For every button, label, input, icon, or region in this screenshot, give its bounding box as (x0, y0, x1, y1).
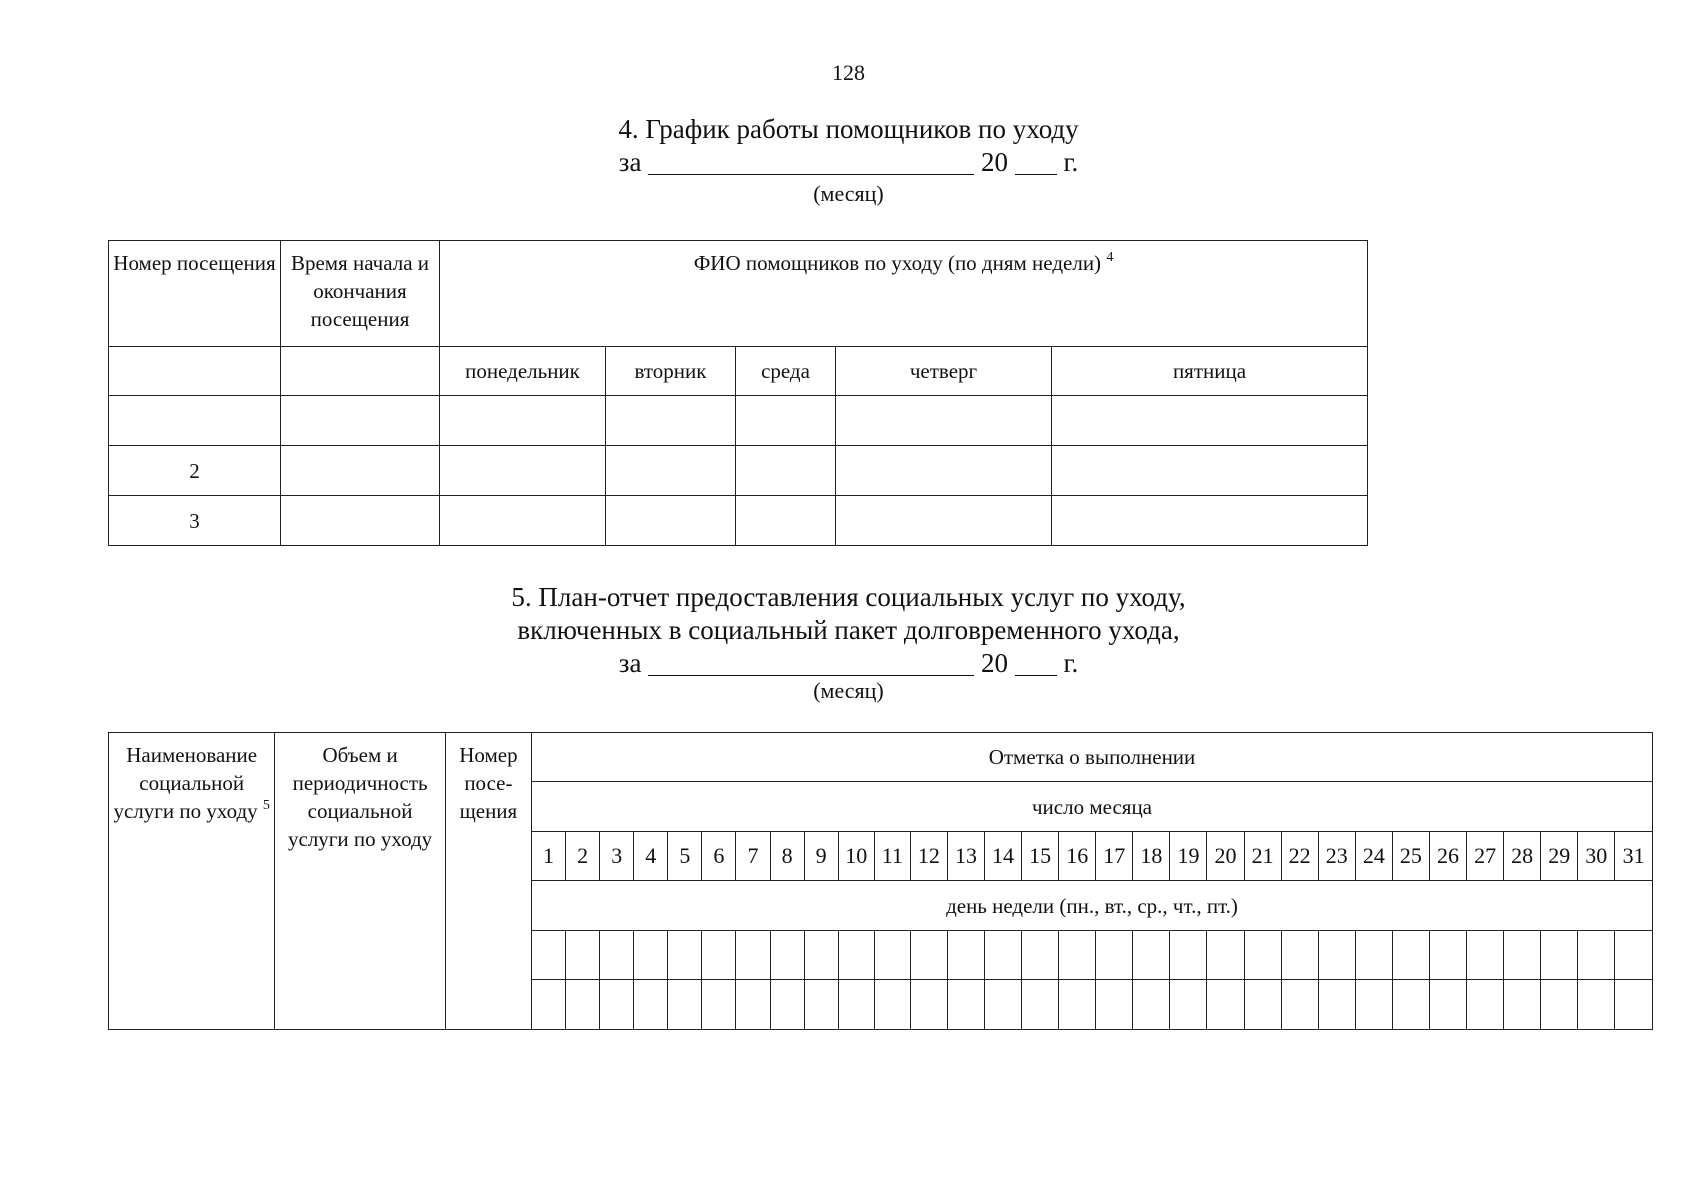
empty-cell (770, 931, 804, 980)
empty-cell (1052, 496, 1368, 546)
day-number-cell: 21 (1244, 832, 1281, 881)
day-number-cell: 5 (668, 832, 702, 881)
day-number-cell: 17 (1096, 832, 1133, 881)
empty-cell (1504, 980, 1541, 1030)
empty-cell (736, 446, 836, 496)
day-number-cell: 16 (1059, 832, 1096, 881)
day-number-cell: 15 (1022, 832, 1059, 881)
empty-cell (1281, 980, 1318, 1030)
empty-cell (1022, 931, 1059, 980)
section5-heading (0, 581, 1697, 680)
year-suffix: г. (1063, 648, 1079, 678)
section5-title-line2: включенных в социальный пакет долговременного ухода, (517, 615, 1180, 645)
empty-cell (1504, 931, 1541, 980)
empty-cell (736, 496, 836, 546)
year-prefix: 20 (980, 147, 1008, 177)
month-blank (648, 649, 974, 676)
day-number-cell: 31 (1615, 832, 1653, 881)
empty-cell (1133, 931, 1170, 980)
weekday-tuesday: вторник (606, 347, 736, 396)
service-plan-table (108, 732, 1653, 1030)
empty-cell (702, 931, 736, 980)
empty-cell (736, 931, 770, 980)
header-volume: Объем и периодичность социальной услуги по уходу (275, 733, 445, 1030)
section5-month-caption: (месяц) (813, 678, 884, 703)
empty-cell (804, 931, 838, 980)
day-number-cell: 28 (1504, 832, 1541, 881)
empty-cell (985, 931, 1022, 980)
empty-cell (1392, 931, 1429, 980)
empty-cell (804, 980, 838, 1030)
empty-cell (947, 931, 984, 980)
empty-cell (947, 980, 984, 1030)
table-row (109, 496, 1368, 546)
month-blank (648, 148, 974, 175)
empty-cell (1207, 931, 1244, 980)
empty-cell (566, 980, 600, 1030)
empty-cell (634, 980, 668, 1030)
year-suffix: г. (1063, 147, 1079, 177)
empty-cell (606, 396, 736, 446)
day-number-cell: 26 (1429, 832, 1466, 881)
empty-cell (634, 931, 668, 980)
empty-cell (281, 496, 440, 546)
weekday-wednesday: среда (736, 347, 836, 396)
empty-cell (1022, 980, 1059, 1030)
header-service-name (109, 733, 275, 1030)
footnote-ref-5: 5 (262, 798, 270, 813)
empty-cell (1052, 396, 1368, 446)
empty-cell (836, 446, 1052, 496)
day-number-cell: 3 (600, 832, 634, 881)
empty-cell (702, 980, 736, 1030)
empty-cell (281, 396, 440, 446)
day-number-cell: 14 (985, 832, 1022, 881)
empty-cell (1096, 931, 1133, 980)
header-visit-number: Номер посе- щения (445, 733, 531, 1030)
day-number-cell: 22 (1281, 832, 1318, 881)
empty-cell (1467, 980, 1504, 1030)
weekday-friday: пятница (1052, 347, 1368, 396)
empty-cell (606, 496, 736, 546)
empty-cell (1467, 931, 1504, 980)
year-blank (1015, 148, 1057, 175)
empty-cell (606, 446, 736, 496)
day-number-cell: 23 (1318, 832, 1355, 881)
empty-cell (668, 980, 702, 1030)
day-number-cell: 20 (1207, 832, 1244, 881)
empty-cell (440, 496, 606, 546)
day-number-cell: 2 (566, 832, 600, 881)
empty-cell (1207, 980, 1244, 1030)
weekday-monday: понедельник (440, 347, 606, 396)
day-number-cell: 24 (1355, 832, 1392, 881)
section4-period-line (0, 146, 1697, 179)
empty-cell (1541, 931, 1578, 980)
empty-cell (1244, 980, 1281, 1030)
empty-cell (1615, 980, 1653, 1030)
day-number-cell: 4 (634, 832, 668, 881)
row-number: 2 (109, 446, 281, 496)
day-number-cell: 18 (1133, 832, 1170, 881)
empty-cell (1429, 931, 1466, 980)
day-number-cell: 30 (1578, 832, 1615, 881)
empty-cell (838, 980, 874, 1030)
table-row (109, 396, 1368, 446)
empty-cell (600, 980, 634, 1030)
year-blank (1015, 649, 1057, 676)
empty-cell (874, 931, 910, 980)
empty-cell (1052, 446, 1368, 496)
header-fio (440, 241, 1368, 347)
empty-cell (1170, 980, 1207, 1030)
empty-cell (985, 980, 1022, 1030)
empty-cell (281, 347, 440, 396)
day-number-cell: 29 (1541, 832, 1578, 881)
empty-cell (1170, 931, 1207, 980)
row-number (109, 396, 281, 446)
day-number-cell: 25 (1392, 832, 1429, 881)
year-prefix: 20 (980, 648, 1008, 678)
empty-cell (836, 396, 1052, 446)
empty-cell (910, 980, 947, 1030)
empty-cell (1059, 980, 1096, 1030)
empty-cell (1392, 980, 1429, 1030)
empty-cell (1578, 980, 1615, 1030)
za-label: за (618, 648, 642, 678)
day-number-cell: 13 (947, 832, 984, 881)
empty-cell (109, 347, 281, 396)
empty-cell (1133, 980, 1170, 1030)
weekday-thursday: четверг (836, 347, 1052, 396)
day-number-cell: 9 (804, 832, 838, 881)
empty-cell (1281, 931, 1318, 980)
header-fio-text: ФИО помощников по уходу (по дням недели) (693, 251, 1102, 275)
empty-cell (1318, 931, 1355, 980)
empty-cell (874, 980, 910, 1030)
row-number: 3 (109, 496, 281, 546)
day-number-cell: 19 (1170, 832, 1207, 881)
empty-cell (566, 931, 600, 980)
header-day-of-month: число месяца (532, 782, 1653, 832)
header-visit-number: Номер посещения (109, 241, 281, 347)
empty-cell (1355, 931, 1392, 980)
empty-cell (440, 396, 606, 446)
za-label: за (618, 147, 642, 177)
section5-period-line (0, 647, 1697, 680)
empty-cell (838, 931, 874, 980)
empty-cell (1318, 980, 1355, 1030)
empty-cell (668, 931, 702, 980)
empty-cell (1355, 980, 1392, 1030)
day-number-cell: 6 (702, 832, 736, 881)
empty-cell (600, 931, 634, 980)
header-visit-time: Время начала и окончания посещения (281, 241, 440, 347)
page-number: 128 (832, 60, 865, 85)
header-mark: Отметка о выполнении (532, 733, 1653, 782)
empty-cell (281, 446, 440, 496)
header-service-name-text: Наименование социальной услуги по уходу (113, 743, 258, 823)
empty-cell (532, 980, 566, 1030)
day-number-cell: 11 (874, 832, 910, 881)
section4-title: 4. График работы помощников по уходу (618, 114, 1079, 144)
empty-cell (1096, 980, 1133, 1030)
empty-cell (770, 980, 804, 1030)
empty-cell (1578, 931, 1615, 980)
day-number-cell: 27 (1467, 832, 1504, 881)
empty-cell (836, 496, 1052, 546)
section4-heading (0, 113, 1697, 179)
empty-cell (1059, 931, 1096, 980)
empty-cell (1541, 980, 1578, 1030)
empty-cell (736, 396, 836, 446)
section4-month-caption: (месяц) (813, 181, 884, 206)
empty-cell (532, 931, 566, 980)
empty-cell (736, 980, 770, 1030)
day-number-cell: 1 (532, 832, 566, 881)
empty-cell (1615, 931, 1653, 980)
empty-cell (1244, 931, 1281, 980)
footnote-ref-4: 4 (1106, 250, 1114, 265)
table-row (109, 446, 1368, 496)
empty-cell (440, 446, 606, 496)
empty-cell (910, 931, 947, 980)
day-number-cell: 10 (838, 832, 874, 881)
empty-cell (1429, 980, 1466, 1030)
day-number-cell: 8 (770, 832, 804, 881)
day-number-cell: 7 (736, 832, 770, 881)
header-weekday: день недели (пн., вт., ср., чт., пт.) (532, 881, 1653, 931)
section5-title-line1: 5. План-отчет предоставления социальных услуг по уходу, (511, 582, 1186, 612)
day-number-cell: 12 (910, 832, 947, 881)
schedule-table (108, 240, 1368, 546)
